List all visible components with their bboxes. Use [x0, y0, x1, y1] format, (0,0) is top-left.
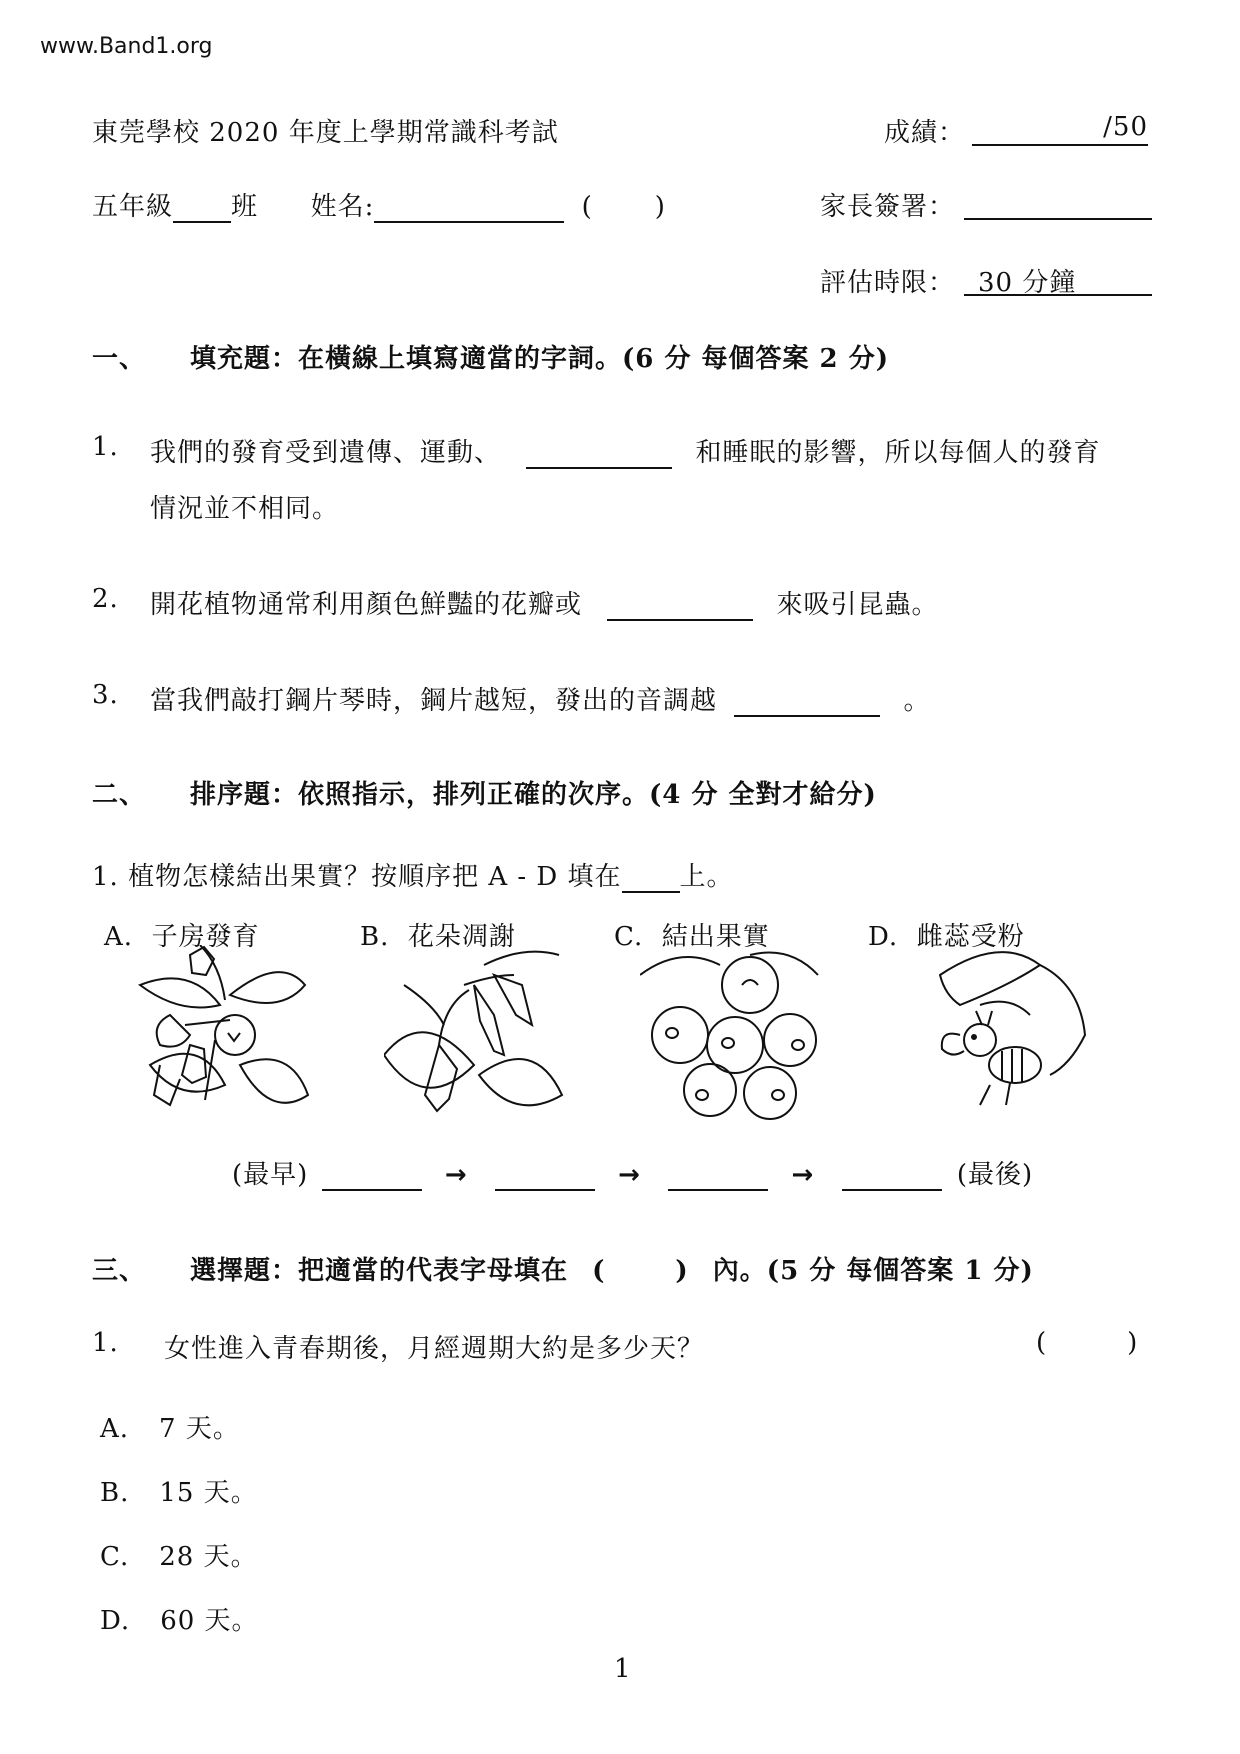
s1-q2-text-a: 開花植物通常利用顏色鮮豔的花瓣或 — [150, 590, 583, 620]
class-field[interactable] — [173, 193, 231, 223]
s1-q1-text-a: 我們的發育受到遺傳、運動、 — [150, 438, 502, 468]
s2-q1-text-b: 上。 — [679, 862, 734, 892]
s1-q3-text-b: 。 — [903, 686, 931, 716]
section1-number: 一、 — [92, 344, 147, 374]
score-label: 成績： — [884, 118, 966, 148]
arrow-icon: → — [618, 1160, 641, 1190]
s2-q1-text-a: 1. 植物怎樣結出果實？按順序把 A - D 填在 — [92, 862, 622, 892]
earliest-label: (最早) — [232, 1160, 309, 1190]
exam-title: 東莞學校 2020 年度上學期常識科考試 — [92, 118, 559, 148]
option-a-label: A. 子房發育 — [104, 922, 260, 952]
option-c-label: C. 結出果實 — [614, 922, 770, 952]
s1-q2-num: 2. — [92, 584, 119, 614]
fruit-formed-illustration — [640, 945, 820, 1125]
choice-a: A. 7 天。 — [100, 1414, 240, 1444]
s1-q2-answer[interactable] — [607, 591, 753, 621]
s1-q2-text-b: 來吸引昆蟲。 — [776, 590, 939, 620]
time-field — [964, 262, 1152, 296]
sequence-answer-2[interactable] — [495, 1161, 595, 1191]
choice-c: C. 28 天。 — [100, 1542, 258, 1572]
s1-q2-line — [150, 584, 939, 621]
s3-q1-text: 女性進入青春期後，月經週期大約是多少天？ — [164, 1334, 705, 1364]
s1-q3-line — [150, 680, 931, 717]
name-label: 姓名: — [310, 192, 375, 222]
sequence-row — [232, 1154, 1033, 1191]
number-open: ( — [581, 192, 593, 222]
s3-q1-num: 1. — [92, 1328, 119, 1358]
s3-q1-answer-box[interactable]: ( ) — [1036, 1328, 1139, 1358]
signature-label: 家長簽署： — [820, 192, 956, 222]
arrow-icon: → — [444, 1160, 468, 1190]
section3-number: 三、 — [92, 1256, 147, 1286]
choice-d: D. 60 天。 — [100, 1606, 259, 1636]
grade-row — [92, 186, 666, 223]
sequence-answer-4[interactable] — [842, 1161, 942, 1191]
s2-q1-line — [92, 856, 734, 893]
s1-q1-text-c: 情況並不相同。 — [150, 494, 340, 524]
s1-q1-answer[interactable] — [526, 439, 672, 469]
section2-number: 二、 — [92, 780, 147, 810]
number-close: ) — [654, 192, 666, 222]
bee-pollination-illustration — [920, 945, 1100, 1125]
section2-title: 排序題：依照指示，排列正確的次序。(4 分 全對才給分) — [190, 780, 877, 810]
class-suffix: 班 — [231, 192, 259, 222]
site-url: www.Band1.org — [40, 34, 213, 59]
s1-q1-line — [150, 432, 1101, 469]
score-field[interactable] — [972, 112, 1148, 146]
name-field[interactable] — [374, 193, 564, 223]
s1-q3-answer[interactable] — [734, 687, 880, 717]
option-d-label: D. 雌蕊受粉 — [868, 922, 1025, 952]
time-value: 30 分鐘 — [978, 268, 1077, 298]
time-label: 評估時限： — [820, 268, 956, 298]
option-b-label: B. 花朵凋謝 — [360, 922, 516, 952]
s1-q3-num: 3. — [92, 680, 119, 710]
s2-q1-inline-blank — [622, 863, 680, 893]
sequence-answer-1[interactable] — [322, 1161, 422, 1191]
class-label: 五年級 — [92, 192, 174, 222]
s1-q3-text-a: 當我們敲打鋼片琴時，鋼片越短，發出的音調越 — [150, 686, 718, 716]
score-total: /50 — [1103, 112, 1148, 142]
latest-label: (最後) — [956, 1160, 1034, 1190]
s1-q1-num: 1. — [92, 432, 119, 462]
flower-withering-illustration — [384, 945, 564, 1125]
section3-title: 選擇題：把適當的代表字母填在 ( ) 內。(5 分 每個答案 1 分) — [190, 1256, 1034, 1286]
section1-title: 填充題：在橫線上填寫適當的字詞。(6 分 每個答案 2 分) — [190, 344, 889, 374]
page-number: 1 — [614, 1654, 632, 1684]
ovary-developing-illustration — [130, 945, 310, 1125]
choice-b: B. 15 天。 — [100, 1478, 258, 1508]
arrow-icon: → — [791, 1160, 815, 1190]
sequence-answer-3[interactable] — [668, 1161, 768, 1191]
signature-field[interactable] — [964, 186, 1152, 220]
s1-q1-text-b: 和睡眠的影響，所以每個人的發育 — [695, 438, 1101, 468]
